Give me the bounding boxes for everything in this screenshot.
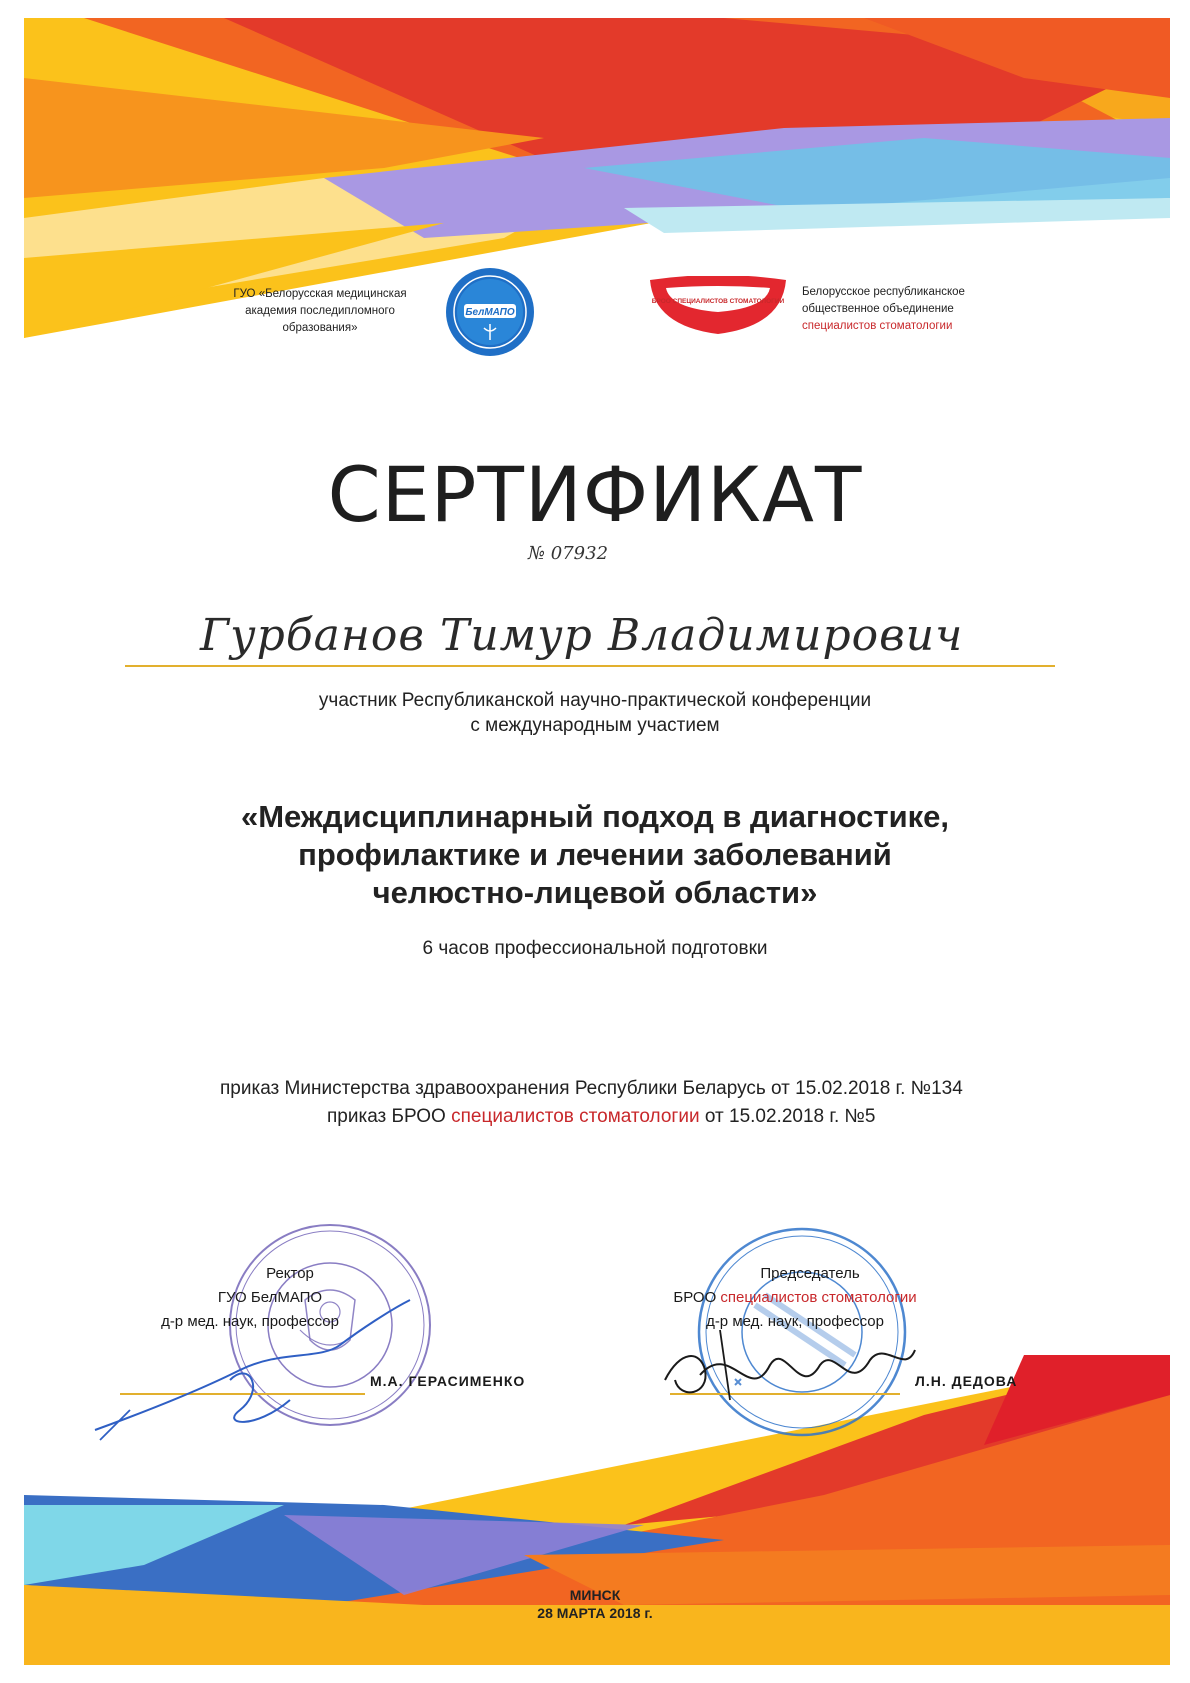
right-organization-name (802, 284, 1012, 335)
chairman-org-prefix: БРОО (673, 1289, 721, 1306)
conference-title-line1: «Междисциплинарный подход в диагностике, (240, 799, 950, 834)
chairman-org (650, 1286, 940, 1310)
belmapo-logo-icon (444, 266, 536, 358)
chairman-org-highlight: специалистов стоматологии (720, 1289, 917, 1306)
right-org-line2: общественное объединение (802, 303, 954, 315)
rector-name: М.А. ГЕРАСИМЕНКО (370, 1373, 526, 1389)
chairman-degree: д-р мед. наук, профессор (706, 1313, 884, 1330)
broo-logo-text: БРОО СПЕЦИАЛИСТОВ СТОМАТОЛОГИИ (651, 298, 785, 305)
broo-order-prefix: приказ БРОО (327, 1106, 452, 1127)
certificate-number: № 07932 (528, 543, 609, 564)
recipient-underline (125, 665, 1055, 667)
rector-title: Ректор (266, 1265, 314, 1282)
conference-title (0, 798, 1190, 912)
chairman-handwritten-signature (660, 1320, 920, 1410)
chairman-name: Л.Н. ДЕДОВА (915, 1373, 1018, 1389)
rector-degree: д-р мед. наук, профессор (161, 1313, 339, 1330)
rector-org: ГУО БелМАПО (217, 1289, 323, 1306)
participant-text-line2: с международным участием (470, 715, 720, 736)
issue-date: 28 МАРТА 2018 г. (537, 1605, 653, 1621)
conference-title-line2: профилактике и лечении заболеваний (298, 837, 892, 872)
rector-handwritten-signature (90, 1290, 420, 1450)
city: МИНСК (569, 1587, 621, 1603)
chairman-title: Председатель (760, 1265, 860, 1282)
left-organization-name: ГУО «Белорусская медицинская академия последипломного образования» (233, 288, 407, 334)
belmapo-logo-text: БелМАПО (465, 307, 515, 318)
recipient-name: Гурбанов Тимур Владимирович (200, 610, 964, 661)
broo-order (327, 1106, 876, 1128)
participant-text-line1: участник Республиканской научно-практической конференции (318, 690, 872, 711)
ministry-order: приказ Министерства здравоохранения Республики Беларусь от 15.02.2018 г. №134 (220, 1078, 963, 1099)
broo-order-suffix: от 15.02.2018 г. №5 (699, 1106, 876, 1127)
broo-dentistry-logo-icon (648, 276, 788, 338)
certificate-title: СЕРТИФИКАТ (327, 450, 863, 539)
broo-order-highlight: специалистов стоматологии (451, 1106, 700, 1127)
conference-title-line3: челюстно-лицевой области» (372, 875, 818, 910)
right-org-line1: Белорусское республиканское (802, 286, 965, 298)
training-hours: 6 часов профессиональной подготовки (422, 938, 768, 959)
right-org-line3: специалистов стоматологии (802, 320, 953, 332)
